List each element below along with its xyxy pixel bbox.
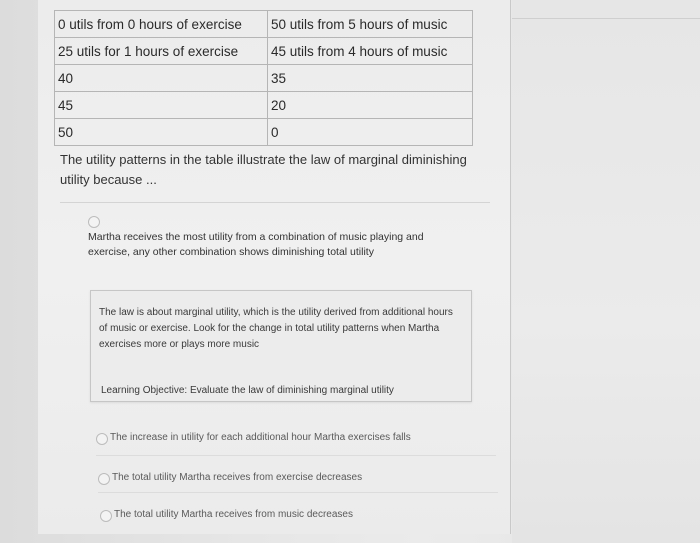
- option-divider: [98, 492, 498, 493]
- top-divider: [512, 18, 700, 19]
- table-cell: 40: [55, 65, 268, 92]
- table-row: [55, 119, 473, 146]
- table-cell: 45: [55, 92, 268, 119]
- table-cell: 50 utils from 5 hours of music: [268, 11, 473, 38]
- table-cell: 0: [268, 119, 473, 146]
- table-cell: 20: [268, 92, 473, 119]
- option-radio[interactable]: [100, 510, 112, 522]
- table-row: [55, 92, 473, 119]
- answer-option[interactable]: The total utility Martha receives from exercise decreases: [112, 472, 363, 483]
- right-margin: [512, 0, 700, 543]
- table-row: [55, 11, 473, 38]
- table-cell: 45 utils from 4 hours of music: [268, 38, 473, 65]
- option-radio[interactable]: [96, 433, 108, 445]
- table-cell: 50: [55, 119, 268, 146]
- utility-table: [54, 10, 473, 146]
- hint-box: [90, 290, 472, 402]
- table-row: [55, 65, 473, 92]
- hint-text: The law is about marginal utility, which is the utility derived from additional hours of music or exercise. Look for the change in total utility patterns when Martha exercises more or plays more music: [99, 307, 453, 350]
- table-cell: 35: [268, 65, 473, 92]
- option-divider: [96, 455, 496, 456]
- option-radio[interactable]: [98, 473, 110, 485]
- question-divider: [60, 202, 490, 203]
- question-text: The utility patterns in the table illustrate the law of marginal diminishing utility because ...: [60, 152, 467, 187]
- learning-objective: Learning Objective: Evaluate the law of diminishing marginal utility: [101, 385, 394, 396]
- selected-answer-radio[interactable]: [88, 216, 100, 228]
- answer-option[interactable]: The total utility Martha receives from music decreases: [114, 509, 353, 520]
- table-cell: 25 utils for 1 hours of exercise: [55, 38, 268, 65]
- table-row: [55, 38, 473, 65]
- answer-option[interactable]: The increase in utility for each additional hour Martha exercises falls: [110, 432, 411, 443]
- selected-answer-text[interactable]: Martha receives the most utility from a combination of music playing and exercise, any other combination shows diminishing total utility: [88, 231, 424, 258]
- table-cell: 0 utils from 0 hours of exercise: [55, 11, 268, 38]
